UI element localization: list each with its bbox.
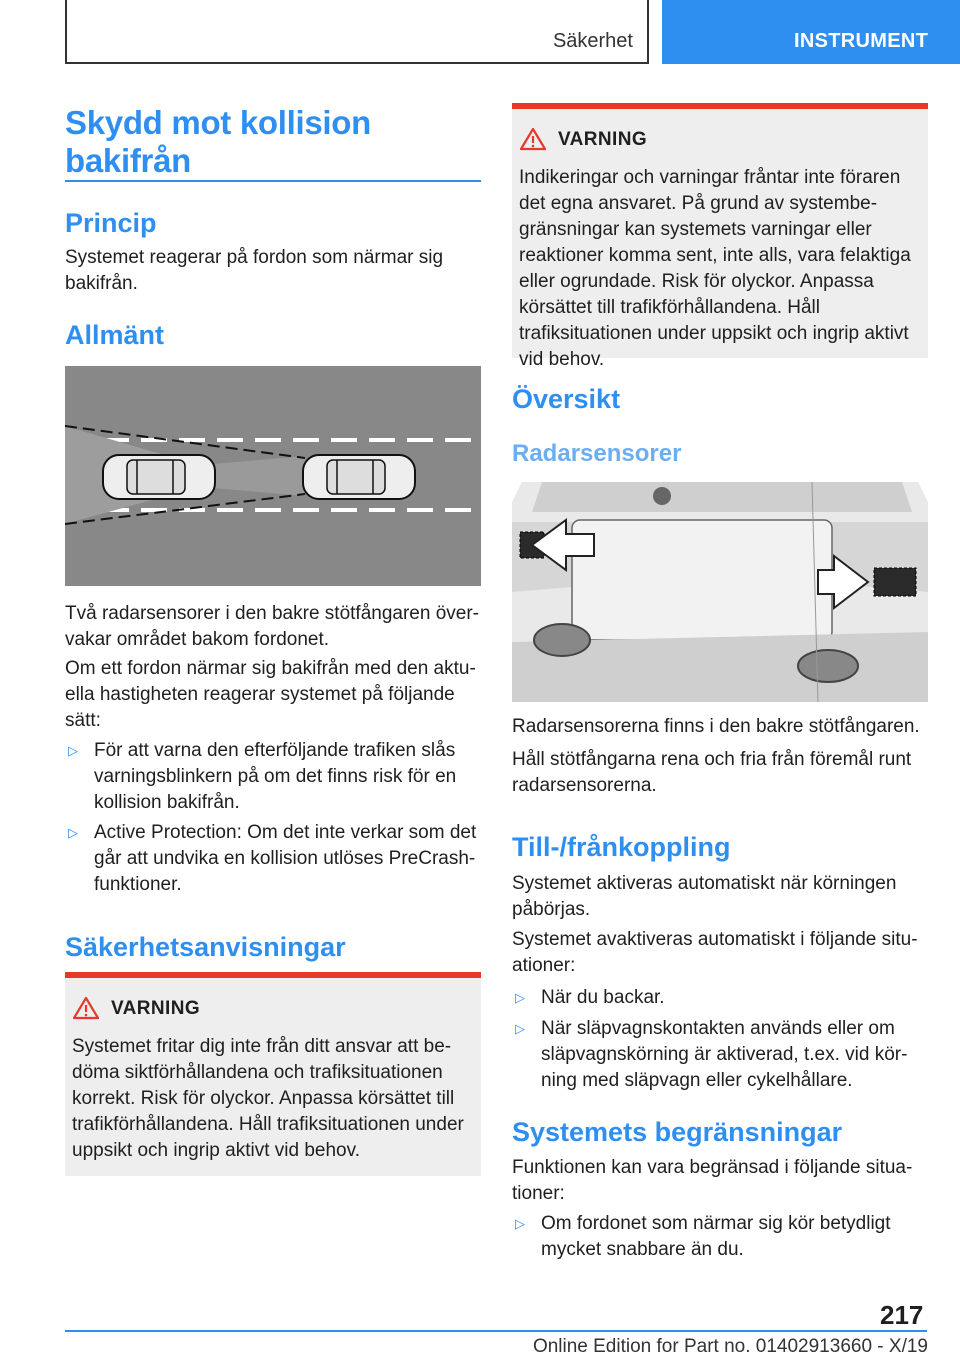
onoff-paragraph-1: Systemet aktiveras automatiskt när körningen påbörjas. [512, 873, 897, 920]
warning-box-right [512, 103, 928, 370]
limits-heading: Systemets begränsningar [512, 1117, 843, 1147]
radar-paragraph-2: Håll stötfångarna rena och fria från föremål runt radarsensorerna. [512, 749, 912, 796]
footer-edition-text: Online Edition for Part no. 01402913660 - X/19 [532, 1336, 928, 1357]
general-paragraph-2: Om ett fordon närmar sig bakifrån med den aktuella hastigheten reagerar systemet på följande sätt: [65, 658, 476, 731]
page-title-line-2: bakifrån [65, 142, 191, 179]
warning-title: VARNING [558, 129, 648, 150]
footer-rule [65, 1330, 927, 1332]
general-heading: Allmänt [65, 320, 165, 350]
cars-diagram [65, 366, 481, 586]
triangle-right-icon: ▷ [68, 743, 78, 758]
onoff-paragraph-2: Systemet avaktiveras automatiskt i följande situationer: [512, 929, 918, 976]
car-rear-diagram [512, 482, 928, 702]
list-item: ▷ Om fordonet som närmar sig kör betydligt mycket snabbare än du. [515, 1213, 891, 1260]
page-title-line-1: Skydd mot kollision [65, 104, 372, 141]
radar-paragraph-1: Radarsensorerna finns i den bakre stötfångaren. [512, 716, 920, 737]
header-chapter-tab [662, 0, 960, 64]
radar-heading: Radarsensorer [512, 440, 682, 467]
warning-box-left [65, 972, 481, 1176]
page-number: 217 [880, 1300, 924, 1330]
front-car-icon [303, 455, 415, 499]
header-chapter-label: INSTRUMENT [794, 30, 929, 52]
warning-triangle-icon [73, 996, 99, 1020]
list-item: ▷ När du backar. [512, 985, 928, 1011]
list-item: ▷ För att varna den efterföljande trafiken slås varningsblinkern på om det finns risk för en kollision bakifrån. [68, 740, 457, 813]
overview-heading: Översikt [512, 384, 621, 414]
onoff-heading: Till-/frånkoppling [512, 832, 731, 862]
header-section-label: Säkerhet [552, 30, 633, 52]
principle-heading: Princip [65, 208, 157, 238]
title-rule [65, 180, 481, 182]
triangle-right-icon: ▷ [68, 825, 78, 840]
triangle-right-icon: ▷ [515, 1216, 525, 1231]
triangle-right-icon: ▷ [515, 1021, 525, 1036]
limits-paragraph-1: Funktionen kan vara begränsad i följande situationer: [512, 1157, 913, 1204]
general-paragraph-1: Två radarsensorer i den bakre stötfångaren övervakar området bakom fordonet. [65, 603, 479, 650]
triangle-right-icon: ▷ [515, 990, 525, 1005]
warning-title: VARNING [111, 998, 201, 1019]
list-item: ▷ Active Protection: Om det inte verkar som det går att undvika en kollision utlöses PreCrash-funktioner. [68, 822, 477, 895]
warning-text: Systemet fritar dig inte från ditt ansvar att bedöma siktförhållandena och trafiksituationen korrekt. Risk för olyckor. Anpassa körsättet till trafikförhållandena. Håll trafiksituationen under uppsikt och ingrip aktivt vid behov. [72, 1036, 464, 1161]
safety-heading: Säkerhetsanvisningar [65, 932, 346, 962]
radar-sensors-illustration [512, 482, 928, 702]
footer-edition [300, 1336, 928, 1358]
page-title [65, 104, 371, 180]
header-section-tab [65, 0, 649, 64]
collision-illustration [65, 366, 481, 586]
list-item: ▷ När släpvagnskontakten används eller om släpvagnskörning är aktiverad, t.ex. vid körning med släpvagn eller cykelhållare. [515, 1018, 908, 1091]
warning-text: Indikeringar och varningar fråntar inte föraren det egna ansvaret. På grund av systembegränsningar kan systemets varningar eller reaktioner komma sent, inte alls, vara felaktiga eller ogrundade. Risk för olyckor. Anpassa körsättet till trafikförhållandena. Håll trafiksituationen under uppsikt och ingrip aktivt vid behov. [519, 167, 911, 370]
principle-text: Systemet reagerar på fordon som närmar sig bakifrån. [65, 247, 444, 294]
rear-car-icon [103, 455, 215, 499]
warning-triangle-icon [520, 127, 546, 151]
